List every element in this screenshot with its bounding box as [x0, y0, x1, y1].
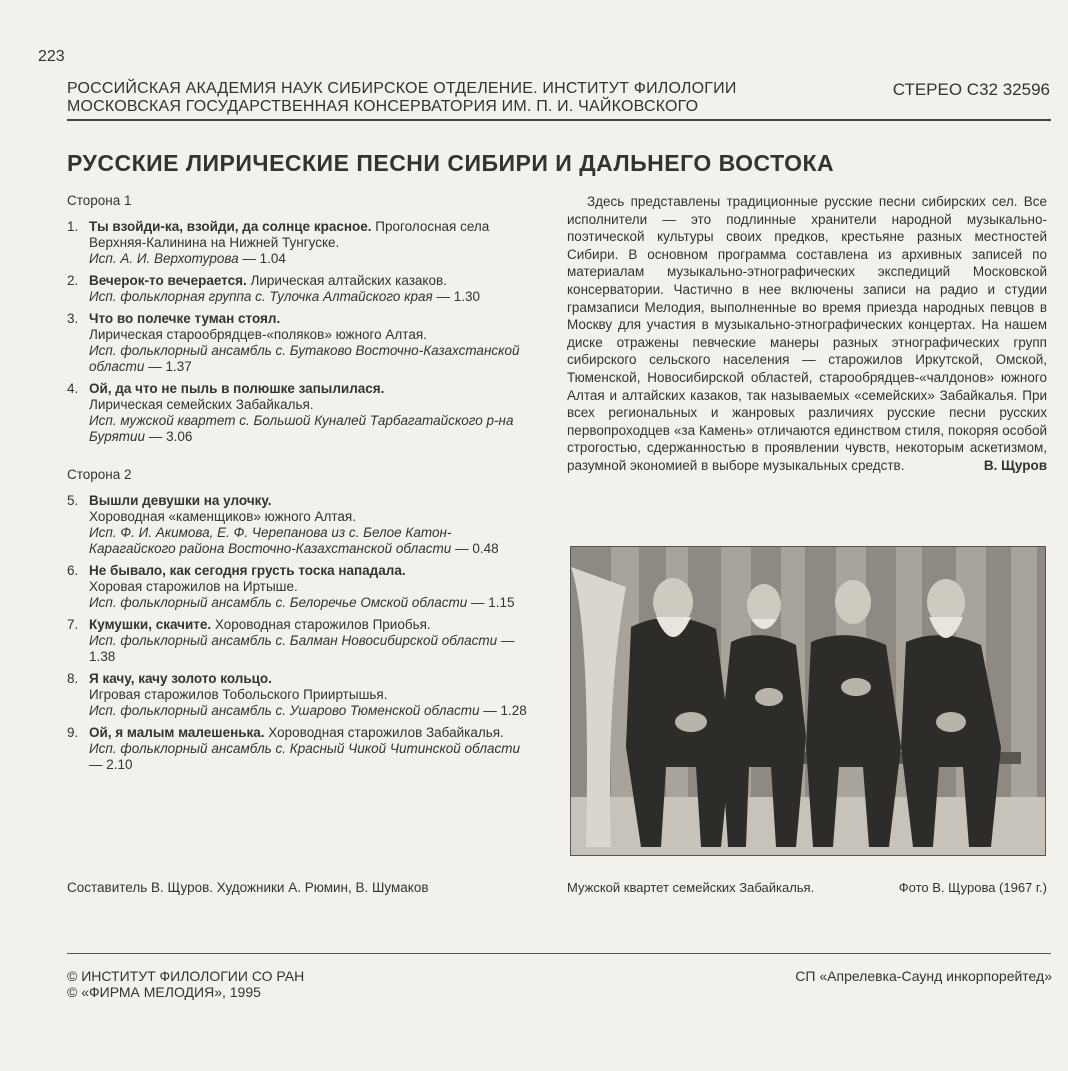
track-duration: — 2.10 [89, 757, 133, 772]
track-title: Вышли девушки на улочку. [89, 493, 272, 508]
track-description: Лирическая алтайских казаков. [246, 273, 447, 288]
track-title: Не бывало, как сегодня грусть тоска нападала. [89, 563, 406, 578]
track-title: Ой, я малым малешенька. [89, 725, 265, 740]
credits: Составитель В. Щуров. Художники А. Рюмин, В. Шумаков [67, 880, 429, 895]
header-line-1: РОССИЙСКАЯ АКАДЕМИЯ НАУК СИБИРСКОЕ ОТДЕЛЕНИЕ. ИНСТИТУТ ФИЛОЛОГИИ [67, 80, 737, 97]
footer-divider [67, 953, 1051, 954]
track-number: 2. [67, 273, 79, 288]
track-item [67, 725, 527, 773]
track-performer: Исп. фольклорный ансамбль с. Ушарово Тюменской области [89, 703, 480, 718]
quartet-photo-illustration [571, 547, 1046, 856]
distributor: СП «Апрелевка-Саунд инкорпорейтед» [795, 968, 1052, 984]
photo-credit: Фото В. Щурова (1967 г.) [898, 880, 1047, 895]
liner-notes-author: В. Щуров [983, 457, 1047, 473]
track-duration: — 3.06 [145, 429, 193, 444]
track-item [67, 381, 527, 445]
track-performer: Исп. фольклорный ансамбль с. Бутаково Восточно-Казахстанской области [89, 343, 520, 374]
track-description: Хороводная старожилов Приобья. [211, 617, 431, 632]
track-description: Проголосная села Верхняя-Калинина на Нижней Тунгуске. [89, 219, 490, 250]
copyright-line-1: © ИНСТИТУТ ФИЛОЛОГИИ СО РАН [67, 968, 305, 984]
track-description: Лирическая старообрядцев-«поляков» южного Алтая. [89, 327, 427, 342]
track-title: Ты взойди-ка, взойди, да солнце красное. [89, 219, 372, 234]
track-number: 5. [67, 493, 79, 508]
side-1-label: Сторона 1 [67, 193, 132, 208]
track-number: 1. [67, 219, 79, 234]
photo-caption-text: Мужской квартет семейских Забайкалья. [567, 880, 815, 895]
track-title: Что во полечке туман стоял. [89, 311, 281, 326]
track-description: Игровая старожилов Тобольского Прииртышья. [89, 687, 388, 702]
side-2-label: Сторона 2 [67, 467, 132, 482]
photo-caption [567, 880, 1047, 895]
track-number: 6. [67, 563, 79, 578]
side-2-tracks [67, 493, 527, 773]
track-duration: — 1.30 [432, 289, 480, 304]
track-title: Кумушки, скачите. [89, 617, 212, 632]
track-duration: — 1.04 [238, 251, 286, 266]
track-performer: Исп. Ф. И. Акимова, Е. Ф. Черепанова из с. Белое Катон-Карагайского района Восточно-Казахстанской области [89, 525, 452, 556]
track-description: Хоровая старожилов на Иртыше. [89, 579, 298, 594]
tracklist [67, 193, 527, 779]
track-performer: Исп. фольклорный ансамбль с. Белоречье Омской области [89, 595, 468, 610]
track-duration: — 1.15 [467, 595, 515, 610]
page-number: 223 [38, 48, 65, 65]
track-performer: Исп. фольклорный ансамбль с. Балман Новосибирской области [89, 633, 498, 648]
track-duration: — 1.38 [89, 633, 515, 664]
track-duration: — 1.28 [479, 703, 527, 718]
track-title: Ой, да что не пыль в полюшке запылилася. [89, 381, 385, 396]
track-item [67, 219, 527, 267]
track-number: 8. [67, 671, 79, 686]
header-divider [67, 119, 1051, 121]
track-description: Хороводная «каменщиков» южного Алтая. [89, 509, 356, 524]
side-1-tracks [67, 219, 527, 445]
quartet-photo [570, 546, 1046, 856]
copyright-line-2: © «ФИРМА МЕЛОДИЯ», 1995 [67, 984, 261, 1000]
track-item [67, 671, 527, 719]
track-number: 3. [67, 311, 79, 326]
track-title: Вечерок-то вечерается. [89, 273, 247, 288]
track-number: 4. [67, 381, 79, 396]
header-institutions [67, 80, 737, 116]
track-item [67, 273, 527, 305]
track-description: Хороводная старожилов Забайкалья. [264, 725, 504, 740]
liner-notes-text: Здесь представлены традиционные русские песни сибирских сел. Все исполнители — это подлинные хранители народной музыкально-поэтической культуры своих предков, крестьяне разных местностей Сибири. В основном программа составлена из архивных записей по материалам музыкально-этнографических экспедиций Московской консерватории. Частично в нее включены записи на радио и студии грамзаписи Мелодия, выполненные во время приезда народных певцов в Москву для участия в музыкально-этнографических концертах. На нашем диске отражены певческие манеры разных этнографических групп сибирского сельского населения — старожилов Иркутской, Омской, Тюменской, Новосибирской областей, старообрядцев-«чалдонов» южного Алтая и алтайских казаков, так называемых «семейских» Забайкалья. При всех региональных и жанровых различиях русские песни русских первопроходцев «за Камень» отличаются единством стиля, покоряя особой строгостью, сдержанностью в проявлении чувств, некоторым аскетизмом, разумной экономией в выборе музыкальных средств. [567, 194, 1047, 473]
catalog-number: СТЕРЕО С32 32596 [892, 80, 1050, 99]
track-duration: — 0.48 [451, 541, 499, 556]
track-number: 9. [67, 725, 79, 740]
track-item [67, 493, 527, 557]
header-line-2: МОСКОВСКАЯ ГОСУДАРСТВЕННАЯ КОНСЕРВАТОРИЯ ИМ. П. И. ЧАЙКОВСКОГО [67, 98, 699, 115]
track-performer: Исп. фольклорный ансамбль с. Красный Чикой Читинской области [89, 741, 520, 756]
album-title: РУССКИЕ ЛИРИЧЕСКИЕ ПЕСНИ СИБИРИ И ДАЛЬНЕГО ВОСТОКА [67, 150, 835, 176]
track-performer: Исп. мужской квартет с. Большой Куналей Тарбагатайского р-на Бурятии [89, 413, 514, 444]
copyright [67, 968, 304, 1000]
track-duration: — 1.37 [144, 359, 192, 374]
track-performer: Исп. фольклорная группа с. Тулочка Алтайского края [89, 289, 433, 304]
track-item [67, 563, 527, 611]
track-number: 7. [67, 617, 79, 632]
track-item [67, 311, 527, 375]
track-item [67, 617, 527, 665]
track-performer: Исп. А. И. Верхотурова [89, 251, 239, 266]
track-title: Я качу, качу золото кольцо. [89, 671, 272, 686]
liner-notes [567, 193, 1047, 475]
track-description: Лирическая семейских Забайкалья. [89, 397, 314, 412]
